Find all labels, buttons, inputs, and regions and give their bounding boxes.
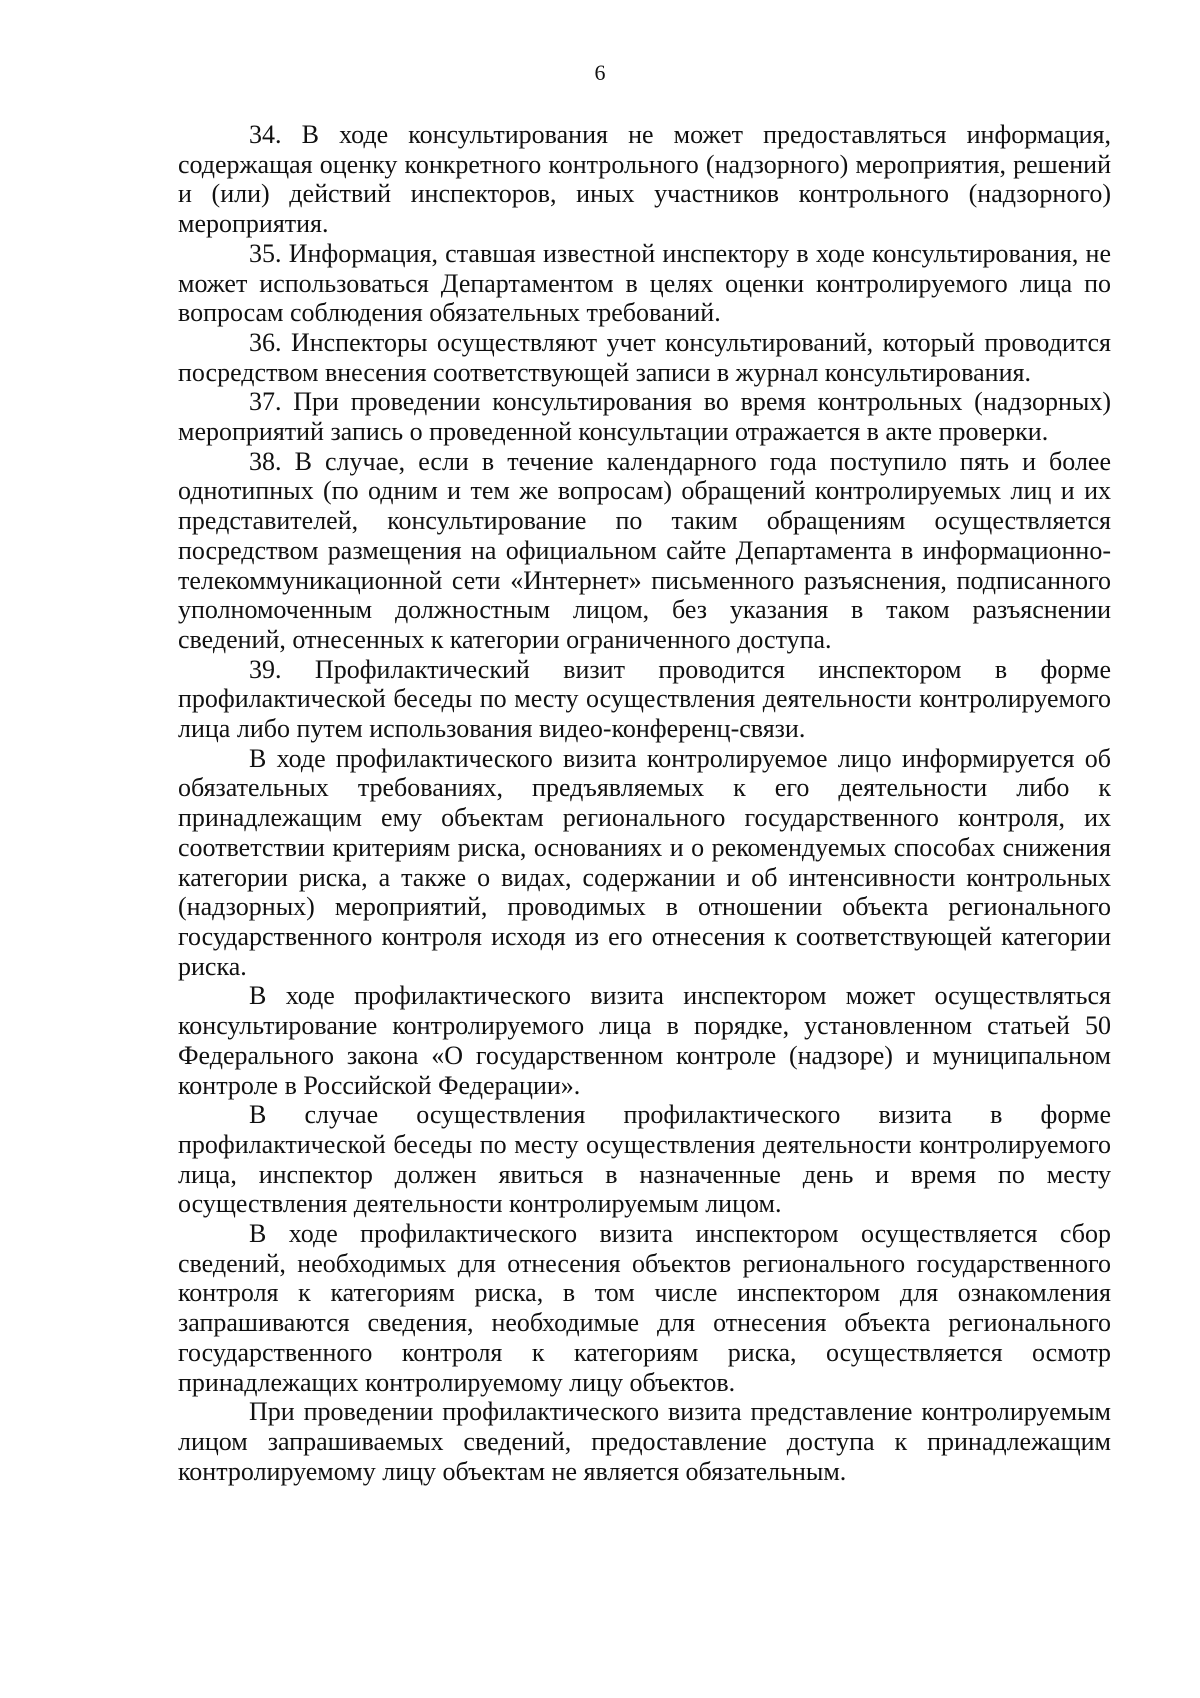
paragraph-visit-information: В ходе профилактического визита контролируемое лицо информируется об обязательных требованиях, предъявляемых к его деятельности либо к принадлежащим ему объектам регионального государственного контроля, их соответствии критериям риска, основаниях и о рекомендуемых способах снижения категории риска, а также о видах, содержании и об интенсивности контрольных (надзорных) мероприятий, проводимых в отношении объекта регионального государственного контроля исходя из его отнесения к соответствующей категории риска. — [178, 743, 1111, 981]
paragraph-34: 34. В ходе консультирования не может предоставляться информация, содержащая оценку конкретного контрольного (надзорного) мероприятия, решений и (или) действий инспекторов, иных участников контрольного (надзорного) мероприятия. — [178, 120, 1111, 239]
paragraph-39: 39. Профилактический визит проводится инспектором в форме профилактической беседы по месту осуществления деятельности контролируемого лица либо путем использования видео-конференц-связи. — [178, 654, 1111, 744]
paragraph-38: 38. В случае, если в течение календарного года поступило пять и более однотипных (по одним и тем же вопросам) обращений контролируемых лиц и их представителей, консультирование по таким обращениям осуществляется посредством размещения на официальном сайте Департамента в информационно-телекоммуникационной сети «Интернет» письменного разъяснения, подписанного уполномоченным должностным лицом, без указания в таком разъяснении сведений, отнесенных к категории ограниченного доступа. — [178, 446, 1111, 654]
paragraph-visit-not-mandatory: При проведении профилактического визита представление контролируемым лицом запрашиваемых сведений, предоставление доступа к принадлежащим контролируемому лицу объектам не является обязательным. — [178, 1397, 1111, 1486]
page-number: 6 — [594, 60, 606, 85]
paragraph-37: 37. При проведении консультирования во время контрольных (надзорных) мероприятий запись о проведенной консультации отражается в акте проверки. — [178, 387, 1111, 447]
paragraph-36: 36. Инспекторы осуществляют учет консультирований, который проводится посредством внесения соответствующей записи в журнал консультирования. — [178, 327, 1111, 387]
paragraph-35: 35. Информация, ставшая известной инспектору в ходе консультирования, не может использоваться Департаментом в целях оценки контролируемого лица по вопросам соблюдения обязательных требований. — [178, 238, 1111, 328]
document-body — [178, 120, 1111, 1486]
paragraph-visit-on-site: В случае осуществления профилактического визита в форме профилактической беседы по месту осуществления деятельности контролируемого лица, инспектор должен явиться в назначенные день и время по месту осуществления деятельности контролируемым лицом. — [178, 1100, 1111, 1219]
paragraph-visit-data-collection: В ходе профилактического визита инспектором осуществляется сбор сведений, необходимых для отнесения объектов регионального государственного контроля к категориям риска, в том числе инспектором для ознакомления запрашиваются сведения, необходимые для отнесения объекта регионального государственного контроля к категориям риска, осуществляется осмотр принадлежащих контролируемому лицу объектов. — [178, 1219, 1111, 1397]
paragraph-visit-consultation: В ходе профилактического визита инспектором может осуществляться консультирование контролируемого лица в порядке, установленном статьей 50 Федерального закона «О государственном контроле (надзоре) и муниципальном контроле в Российской Федерации». — [178, 981, 1111, 1100]
